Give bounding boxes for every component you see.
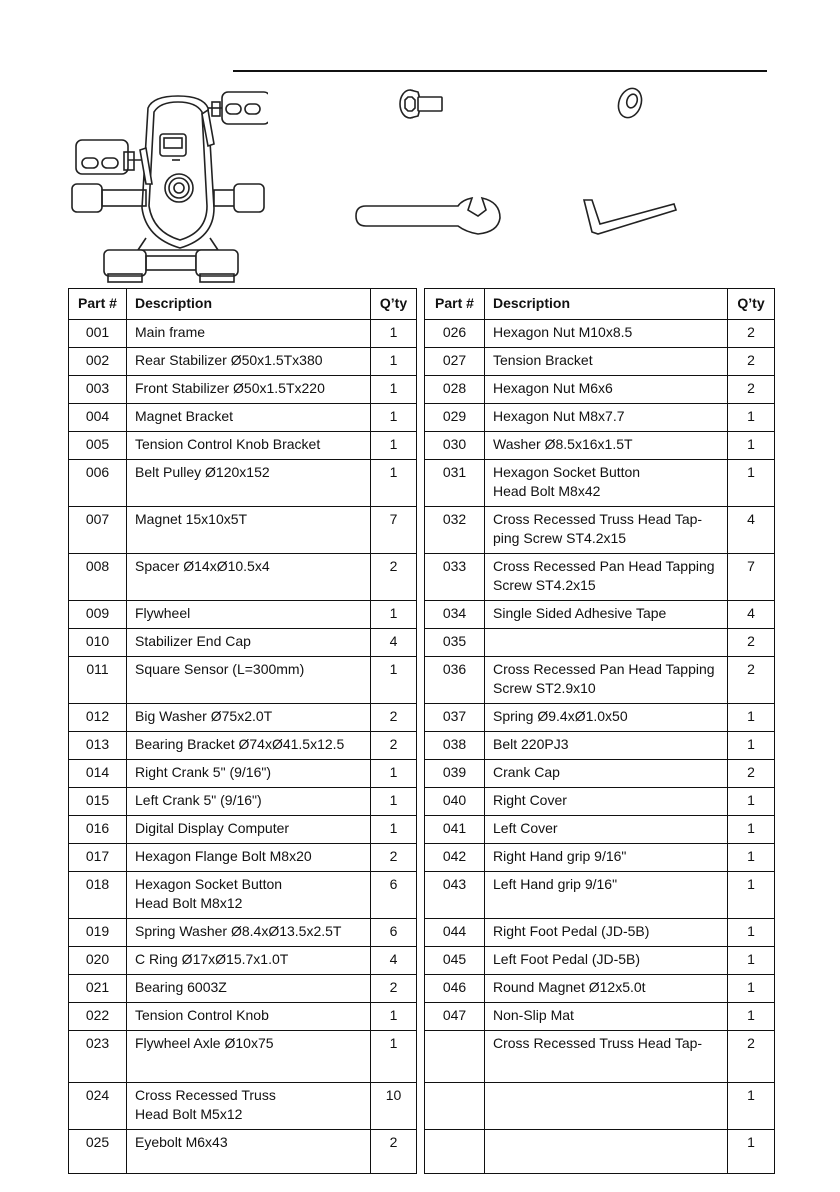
part-number: 045 <box>425 947 485 975</box>
wrench-icon <box>354 192 504 244</box>
part-number: 035 <box>425 629 485 657</box>
description-line: Left Hand grip 9/16" <box>493 876 618 892</box>
part-quantity: 1 <box>371 657 417 704</box>
table-row <box>425 507 775 554</box>
part-quantity: 1 <box>371 1031 417 1083</box>
part-number: 014 <box>69 760 127 788</box>
part-number <box>425 1031 485 1083</box>
part-description <box>127 1031 371 1083</box>
part-quantity: 1 <box>371 760 417 788</box>
description-line: Cross Recessed Pan Head Tapping <box>493 558 715 574</box>
part-quantity: 2 <box>728 376 775 404</box>
part-description <box>127 432 371 460</box>
table-row <box>69 788 417 816</box>
part-description <box>485 629 728 657</box>
table-row <box>425 816 775 844</box>
part-quantity: 1 <box>371 404 417 432</box>
description-line: Hexagon Socket Button <box>493 464 641 480</box>
part-description <box>127 732 371 760</box>
part-number: 019 <box>69 919 127 947</box>
part-quantity: 2 <box>728 760 775 788</box>
part-number: 025 <box>69 1130 127 1174</box>
part-number <box>425 1083 485 1130</box>
table-row <box>69 554 417 601</box>
part-description <box>485 760 728 788</box>
part-number: 029 <box>425 404 485 432</box>
part-description <box>485 1083 728 1130</box>
part-number: 003 <box>69 376 127 404</box>
part-description <box>485 1130 728 1174</box>
bolt-icon <box>396 86 446 122</box>
description-line: Left Cover <box>493 820 558 836</box>
description-line: Head Bolt M5x12 <box>135 1106 243 1122</box>
description-line: Round Magnet Ø12x5.0t <box>493 979 646 995</box>
table-row <box>425 376 775 404</box>
part-number: 017 <box>69 844 127 872</box>
description-line: Hexagon Flange Bolt M8x20 <box>135 848 312 864</box>
description-line: Square Sensor (L=300mm) <box>135 661 305 677</box>
part-description <box>127 788 371 816</box>
part-quantity: 4 <box>728 601 775 629</box>
part-quantity: 1 <box>728 947 775 975</box>
part-quantity: 2 <box>371 704 417 732</box>
part-description <box>485 348 728 376</box>
description-line: Right Hand grip 9/16" <box>493 848 627 864</box>
table-row <box>69 975 417 1003</box>
description-line: Non-Slip Mat <box>493 1007 574 1023</box>
table-row <box>425 601 775 629</box>
part-quantity: 7 <box>728 554 775 601</box>
part-number: 046 <box>425 975 485 1003</box>
part-description <box>127 919 371 947</box>
part-quantity: 1 <box>728 844 775 872</box>
part-description <box>127 629 371 657</box>
table-row <box>425 872 775 919</box>
part-description <box>127 507 371 554</box>
table-row <box>69 760 417 788</box>
part-number: 006 <box>69 460 127 507</box>
part-quantity: 2 <box>371 975 417 1003</box>
table-row <box>69 507 417 554</box>
part-quantity: 2 <box>371 1130 417 1174</box>
table-row <box>69 816 417 844</box>
part-quantity: 2 <box>728 320 775 348</box>
part-description <box>127 601 371 629</box>
table-row <box>69 704 417 732</box>
part-quantity: 7 <box>371 507 417 554</box>
parts-table-left <box>68 288 417 1174</box>
part-number: 032 <box>425 507 485 554</box>
part-description <box>485 554 728 601</box>
table-row <box>69 947 417 975</box>
part-quantity: 1 <box>371 376 417 404</box>
part-number: 043 <box>425 872 485 919</box>
part-description <box>127 404 371 432</box>
part-description <box>485 507 728 554</box>
part-description <box>127 320 371 348</box>
description-line: Digital Display Computer <box>135 820 290 836</box>
description-line: Bearing Bracket Ø74xØ41.5x12.5 <box>135 736 345 752</box>
part-description <box>127 872 371 919</box>
part-quantity: 2 <box>728 1031 775 1083</box>
part-quantity: 2 <box>728 348 775 376</box>
table-row <box>425 432 775 460</box>
description-line: Hexagon Nut M6x6 <box>493 380 613 396</box>
table-row <box>425 704 775 732</box>
description-line: Left Foot Pedal (JD-5B) <box>493 951 641 967</box>
table-row <box>425 844 775 872</box>
part-number: 041 <box>425 816 485 844</box>
part-quantity: 1 <box>371 460 417 507</box>
part-description <box>485 601 728 629</box>
description-line: ping Screw ST4.2x15 <box>493 530 627 546</box>
part-quantity: 2 <box>371 554 417 601</box>
description-line: Single Sided Adhesive Tape <box>493 605 667 621</box>
part-number: 008 <box>69 554 127 601</box>
part-quantity: 1 <box>728 732 775 760</box>
part-number: 047 <box>425 1003 485 1031</box>
pedal-exerciser-illustration <box>68 88 268 286</box>
description-line: Cross Recessed Truss Head Tap- <box>493 1035 703 1051</box>
part-number: 027 <box>425 348 485 376</box>
table-row <box>425 1130 775 1174</box>
table-row <box>425 732 775 760</box>
part-number: 018 <box>69 872 127 919</box>
part-description <box>127 704 371 732</box>
part-quantity: 1 <box>728 1003 775 1031</box>
description-line: Crank Cap <box>493 764 560 780</box>
part-number: 009 <box>69 601 127 629</box>
table-row <box>69 460 417 507</box>
part-quantity: 1 <box>371 816 417 844</box>
part-description <box>485 919 728 947</box>
part-number: 034 <box>425 601 485 629</box>
part-quantity: 1 <box>371 1003 417 1031</box>
table-row <box>69 732 417 760</box>
part-description <box>485 947 728 975</box>
description-line: Front Stabilizer Ø50x1.5Tx220 <box>135 380 325 396</box>
part-description <box>127 554 371 601</box>
part-number: 038 <box>425 732 485 760</box>
description-line: Spring Ø9.4xØ1.0x50 <box>493 708 628 724</box>
part-number: 023 <box>69 1031 127 1083</box>
table-row <box>69 432 417 460</box>
part-number: 011 <box>69 657 127 704</box>
table-row <box>425 657 775 704</box>
part-description <box>485 657 728 704</box>
part-number: 040 <box>425 788 485 816</box>
part-quantity: 1 <box>371 601 417 629</box>
part-description <box>485 460 728 507</box>
description-line: Right Cover <box>493 792 567 808</box>
description-line: Bearing 6003Z <box>135 979 227 995</box>
part-description <box>485 704 728 732</box>
part-description <box>485 432 728 460</box>
header-description: Description <box>485 289 728 320</box>
part-description <box>127 844 371 872</box>
table-row <box>425 554 775 601</box>
part-number <box>425 1130 485 1174</box>
table-row <box>69 320 417 348</box>
part-quantity: 1 <box>728 404 775 432</box>
description-line: Tension Control Knob Bracket <box>135 436 321 452</box>
table-row <box>425 975 775 1003</box>
part-number: 010 <box>69 629 127 657</box>
part-quantity: 2 <box>728 657 775 704</box>
part-description <box>485 872 728 919</box>
header-qty: Q’ty <box>371 289 417 320</box>
table-header-row <box>69 289 417 320</box>
description-line: Flywheel Axle Ø10x75 <box>135 1035 274 1051</box>
part-quantity: 4 <box>728 507 775 554</box>
header-qty: Q’ty <box>728 289 775 320</box>
part-number: 037 <box>425 704 485 732</box>
header-rule <box>233 70 767 72</box>
part-number: 007 <box>69 507 127 554</box>
part-description <box>485 376 728 404</box>
description-line: Flywheel <box>135 605 191 621</box>
header-description: Description <box>127 289 371 320</box>
part-description <box>127 975 371 1003</box>
description-line: C Ring Ø17xØ15.7x1.0T <box>135 951 289 967</box>
description-line: Magnet 15x10x5T <box>135 511 248 527</box>
description-line: Head Bolt M8x42 <box>493 483 601 499</box>
description-line: Screw ST2.9x10 <box>493 680 596 696</box>
part-description <box>485 844 728 872</box>
part-quantity: 10 <box>371 1083 417 1130</box>
table-row <box>69 404 417 432</box>
part-quantity: 1 <box>728 1083 775 1130</box>
part-quantity: 4 <box>371 947 417 975</box>
part-number: 004 <box>69 404 127 432</box>
part-number: 015 <box>69 788 127 816</box>
part-description <box>485 732 728 760</box>
part-quantity: 1 <box>371 432 417 460</box>
header-part: Part # <box>69 289 127 320</box>
part-number: 013 <box>69 732 127 760</box>
part-number: 001 <box>69 320 127 348</box>
part-description <box>127 657 371 704</box>
part-number: 026 <box>425 320 485 348</box>
part-quantity: 6 <box>371 872 417 919</box>
table-row <box>69 629 417 657</box>
table-row <box>69 657 417 704</box>
part-description <box>127 460 371 507</box>
part-quantity: 6 <box>371 919 417 947</box>
table-row <box>69 376 417 404</box>
description-line: Main frame <box>135 324 206 340</box>
part-description <box>485 404 728 432</box>
table-row <box>425 788 775 816</box>
part-description <box>485 975 728 1003</box>
description-line: Screw ST4.2x15 <box>493 577 596 593</box>
part-number: 044 <box>425 919 485 947</box>
part-description <box>485 816 728 844</box>
table-row <box>69 844 417 872</box>
description-line: Cross Recessed Truss <box>135 1087 276 1103</box>
part-description <box>485 1003 728 1031</box>
table-row <box>425 947 775 975</box>
description-line: Stabilizer End Cap <box>135 633 251 649</box>
description-line: Cross Recessed Truss Head Tap- <box>493 511 703 527</box>
part-number: 031 <box>425 460 485 507</box>
part-description <box>127 1083 371 1130</box>
description-line: Head Bolt M8x12 <box>135 895 243 911</box>
parts-table-right <box>424 288 775 1174</box>
part-quantity: 4 <box>371 629 417 657</box>
table-row <box>425 1083 775 1130</box>
part-description <box>127 1003 371 1031</box>
part-quantity: 1 <box>728 788 775 816</box>
part-number: 005 <box>69 432 127 460</box>
part-number: 042 <box>425 844 485 872</box>
description-line: Tension Bracket <box>493 352 593 368</box>
table-row <box>425 629 775 657</box>
description-line: Hexagon Nut M10x8.5 <box>493 324 633 340</box>
description-line: Spacer Ø14xØ10.5x4 <box>135 558 270 574</box>
table-row <box>69 919 417 947</box>
washer-icon <box>613 86 647 120</box>
part-description <box>485 788 728 816</box>
part-number: 028 <box>425 376 485 404</box>
part-quantity: 1 <box>728 1130 775 1174</box>
part-number: 024 <box>69 1083 127 1130</box>
table-row <box>425 1031 775 1083</box>
table-row <box>69 1031 417 1083</box>
part-description <box>127 376 371 404</box>
part-number: 030 <box>425 432 485 460</box>
part-quantity: 2 <box>371 732 417 760</box>
part-description <box>127 947 371 975</box>
header-part: Part # <box>425 289 485 320</box>
table-row <box>425 760 775 788</box>
description-line: Cross Recessed Pan Head Tapping <box>493 661 715 677</box>
part-quantity: 2 <box>728 629 775 657</box>
table-row <box>425 348 775 376</box>
part-description <box>127 760 371 788</box>
table-row <box>69 1130 417 1174</box>
part-number: 022 <box>69 1003 127 1031</box>
allen-key-icon <box>574 196 680 240</box>
description-line: Hexagon Socket Button <box>135 876 283 892</box>
table-row <box>69 348 417 376</box>
description-line: Rear Stabilizer Ø50x1.5Tx380 <box>135 352 323 368</box>
table-row <box>425 919 775 947</box>
table-row <box>69 601 417 629</box>
description-line: Tension Control Knob <box>135 1007 269 1023</box>
table-row <box>69 1083 417 1130</box>
part-description <box>485 320 728 348</box>
part-quantity: 1 <box>371 348 417 376</box>
description-line: Washer Ø8.5x16x1.5T <box>493 436 633 452</box>
table-row <box>69 1003 417 1031</box>
description-line: Magnet Bracket <box>135 408 234 424</box>
part-quantity: 1 <box>728 432 775 460</box>
part-quantity: 1 <box>728 460 775 507</box>
description-line: Eyebolt M6x43 <box>135 1134 228 1150</box>
part-description <box>127 348 371 376</box>
part-description <box>127 1130 371 1174</box>
description-line: Right Crank 5" (9/16") <box>135 764 271 780</box>
part-quantity: 2 <box>371 844 417 872</box>
part-quantity: 1 <box>728 975 775 1003</box>
description-line: Belt 220PJ3 <box>493 736 569 752</box>
table-row <box>425 320 775 348</box>
description-line: Big Washer Ø75x2.0T <box>135 708 273 724</box>
table-row <box>425 1003 775 1031</box>
table-row <box>425 404 775 432</box>
table-row <box>425 460 775 507</box>
part-number: 021 <box>69 975 127 1003</box>
part-quantity: 1 <box>371 320 417 348</box>
part-number: 033 <box>425 554 485 601</box>
table-row <box>69 872 417 919</box>
part-number: 012 <box>69 704 127 732</box>
description-line: Right Foot Pedal (JD-5B) <box>493 923 650 939</box>
part-quantity: 1 <box>728 872 775 919</box>
part-number: 036 <box>425 657 485 704</box>
part-number: 039 <box>425 760 485 788</box>
part-quantity: 1 <box>728 919 775 947</box>
description-line: Spring Washer Ø8.4xØ13.5x2.5T <box>135 923 342 939</box>
part-number: 020 <box>69 947 127 975</box>
part-description <box>127 816 371 844</box>
part-description <box>485 1031 728 1083</box>
part-quantity: 1 <box>371 788 417 816</box>
part-number: 002 <box>69 348 127 376</box>
description-line: Left Crank 5" (9/16") <box>135 792 262 808</box>
part-number: 016 <box>69 816 127 844</box>
part-quantity: 1 <box>728 816 775 844</box>
description-line: Belt Pulley Ø120x152 <box>135 464 270 480</box>
part-quantity: 1 <box>728 704 775 732</box>
table-header-row <box>425 289 775 320</box>
description-line: Hexagon Nut M8x7.7 <box>493 408 625 424</box>
